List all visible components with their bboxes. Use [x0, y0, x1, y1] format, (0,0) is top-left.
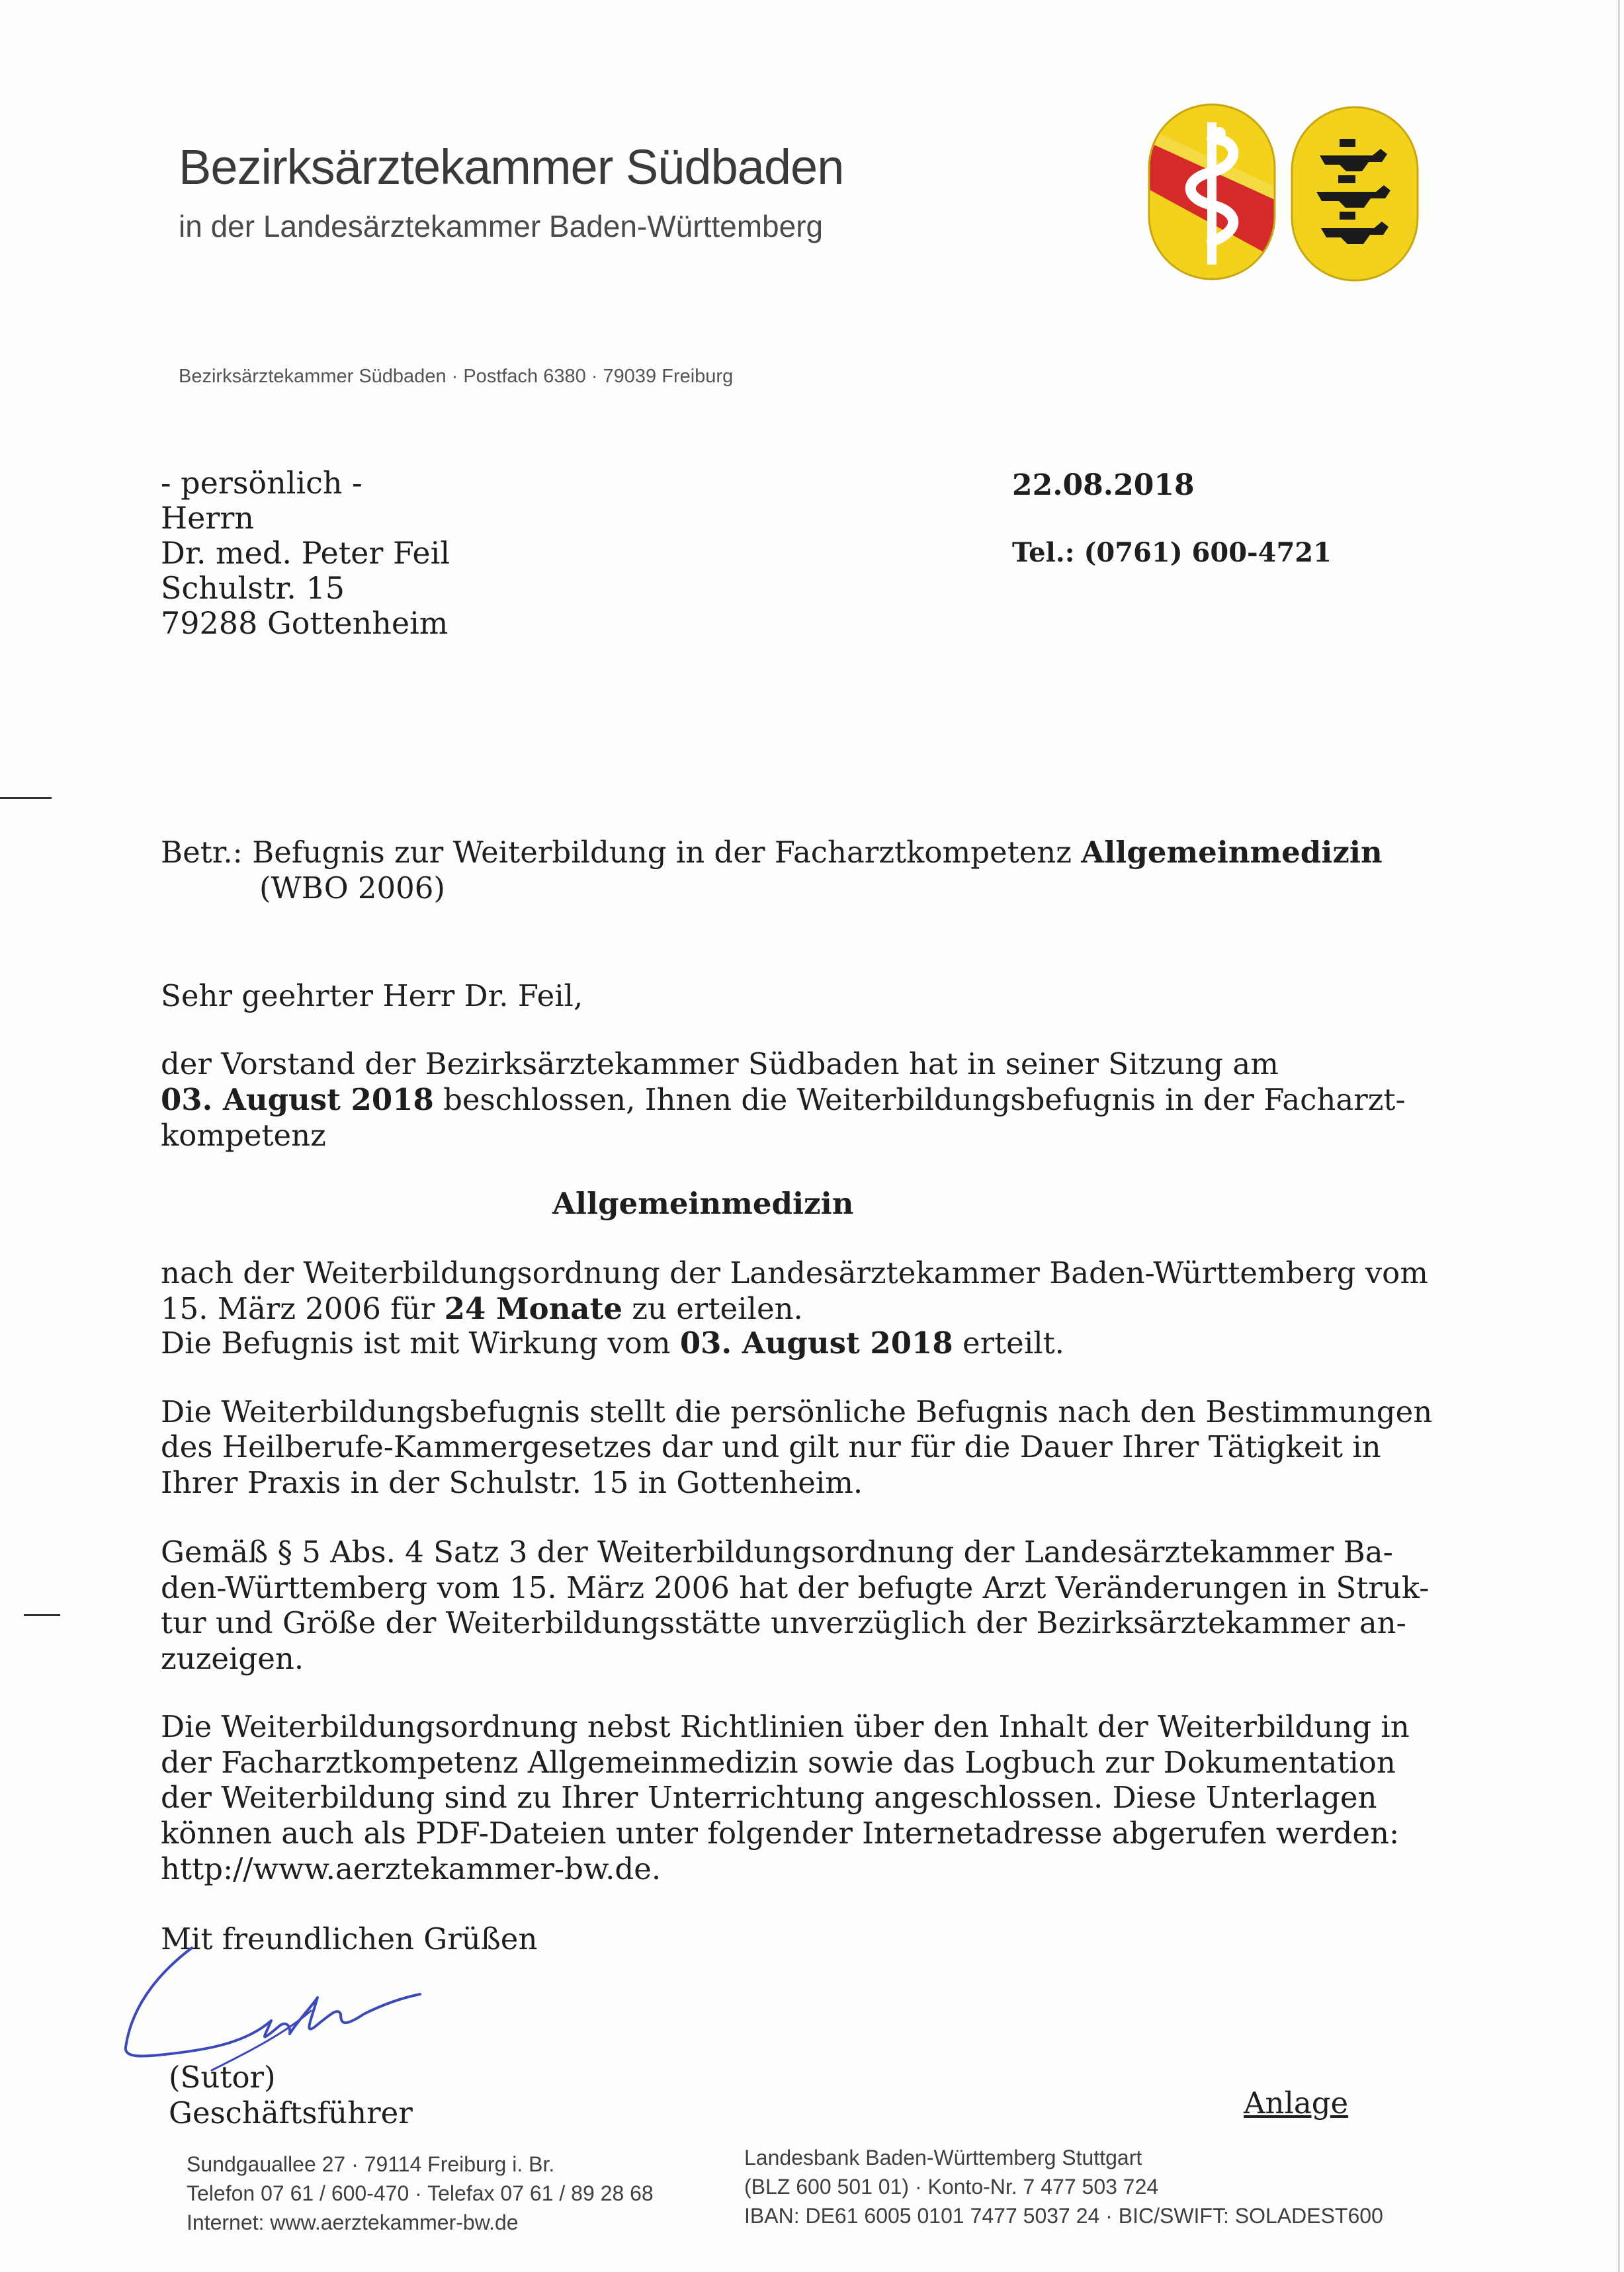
enclosure-note: Anlage	[1244, 2085, 1349, 2121]
contact-phone: Tel.: (0761) 600-4721	[1012, 537, 1332, 568]
paragraph-1-text: beschlossen, Ihnen die Weiterbildungsbefugnis in der Facharzt-	[433, 1082, 1406, 1117]
subject-line	[161, 835, 1383, 870]
paragraph-4-line: Gemäß § 5 Abs. 4 Satz 3 der Weiterbildungsordnung der Landesärztekammer Ba-	[161, 1535, 1393, 1570]
footer-internet[interactable]: Internet: www.aerztekammer-bw.de	[187, 2210, 519, 2234]
decision-date: 03. August 2018	[161, 1082, 434, 1117]
paragraph-2-text: Die Befugnis ist mit Wirkung vom	[161, 1325, 680, 1361]
recipient-street: Schulstr. 15	[161, 570, 345, 606]
signer-title: Geschäftsführer	[169, 2095, 413, 2130]
recipient-address	[161, 466, 450, 641]
specialty-heading: Allgemeinmedizin	[552, 1186, 854, 1221]
fold-mark	[24, 1614, 60, 1616]
aesculap-staff-icon	[1141, 105, 1287, 279]
website-link[interactable]: http://www.aerztekammer-bw.de.	[161, 1851, 662, 1886]
footer-address: Sundgauallee 27 · 79114 Freiburg i. Br.	[187, 2152, 555, 2176]
footer-account: (BLZ 600 501 01) · Konto-Nr. 7 477 503 724	[744, 2175, 1159, 2199]
paragraph-2-line	[161, 1325, 1064, 1361]
paragraph-1-line	[161, 1082, 1406, 1117]
paragraph-1-line: der Vorstand der Bezirksärztekammer Südbaden hat in seiner Sitzung am	[161, 1046, 1279, 1081]
paragraph-5-line: Die Weiterbildungsordnung nebst Richtlinien über den Inhalt der Weiterbildung in	[161, 1709, 1410, 1744]
paragraph-3-line: Ihrer Praxis in der Schulstr. 15 in Gottenheim.	[161, 1465, 863, 1500]
logos	[1141, 99, 1426, 284]
footer-contact	[187, 2150, 654, 2237]
paragraph-2-line	[161, 1291, 803, 1326]
recipient-name: Dr. med. Peter Feil	[161, 535, 450, 571]
footer-bank-name: Landesbank Baden-Württemberg Stuttgart	[744, 2146, 1142, 2169]
recipient-salutation: Herrn	[161, 500, 254, 536]
duration: 24 Monate	[444, 1291, 622, 1326]
fold-mark	[0, 797, 52, 799]
footer-bank	[744, 2143, 1383, 2230]
organization-name: Bezirksärztekammer Südbaden	[179, 140, 844, 194]
paragraph-5-line: können auch als PDF-Dateien unter folgender Internetadresse abgerufen werden:	[161, 1816, 1400, 1851]
salutation: Sehr geehrter Herr Dr. Feil,	[161, 978, 583, 1013]
recipient-note: - persönlich -	[161, 465, 363, 501]
paragraph-4-line: den-Württemberg vom 15. März 2006 hat der befugte Arzt Veränderungen in Struk-	[161, 1570, 1430, 1605]
letter-date: 22.08.2018	[1012, 468, 1195, 502]
footer-phone: Telefon 07 61 / 600-470 · Telefax 07 61 / 89 28 68	[187, 2181, 654, 2205]
footer-iban: IBAN: DE61 6005 0101 7477 5037 24 · BIC/SWIFT: SOLADEST600	[744, 2204, 1383, 2228]
signer-name: (Sutor)	[169, 2060, 276, 2095]
subject-line-2: (WBO 2006)	[259, 870, 445, 905]
paragraph-2-text: zu erteilen.	[622, 1291, 803, 1326]
paragraph-5-line: der Weiterbildung sind zu Ihrer Unterrichtung angeschlossen. Diese Unterlagen	[161, 1780, 1377, 1815]
subject-text: Befugnis zur Weiterbildung in der Facharztkompetenz	[252, 835, 1072, 870]
page-edge	[1618, 0, 1620, 2272]
paragraph-2-text: 15. März 2006 für	[161, 1291, 445, 1326]
closing: Mit freundlichen Grüßen	[161, 1921, 538, 1956]
three-lions-coat-of-arms-icon	[1292, 107, 1418, 280]
handwritten-signature	[112, 1928, 443, 2080]
paragraph-1-line: kompetenz	[161, 1118, 326, 1153]
paragraph-5-line: der Facharztkompetenz Allgemeinmedizin sowie das Logbuch zur Dokumentation	[161, 1745, 1396, 1780]
effective-date: 03. August 2018	[679, 1325, 953, 1361]
paragraph-4-line: tur und Größe der Weiterbildungsstätte unverzüglich der Bezirksärztekammer an-	[161, 1605, 1406, 1640]
subject-bold: Allgemeinmedizin	[1081, 835, 1383, 870]
paragraph-4-line: zuzeigen.	[161, 1641, 304, 1676]
recipient-city: 79288 Gottenheim	[161, 605, 449, 641]
paragraph-2-text: erteilt.	[953, 1325, 1064, 1361]
paragraph-3-line: des Heilberufe-Kammergesetzes dar und gilt nur für die Dauer Ihrer Tätigkeit in	[161, 1429, 1381, 1464]
paragraph-2-line: nach der Weiterbildungsordnung der Landesärztekammer Baden-Württemberg vom	[161, 1255, 1428, 1290]
return-address: Bezirksärztekammer Südbaden · Postfach 6380 · 79039 Freiburg	[179, 366, 734, 387]
subject-prefix: Betr.:	[161, 835, 243, 870]
organization-subtitle: in der Landesärztekammer Baden-Württemberg	[179, 209, 824, 243]
paragraph-3-line: Die Weiterbildungsbefugnis stellt die persönliche Befugnis nach den Bestimmungen	[161, 1394, 1433, 1429]
